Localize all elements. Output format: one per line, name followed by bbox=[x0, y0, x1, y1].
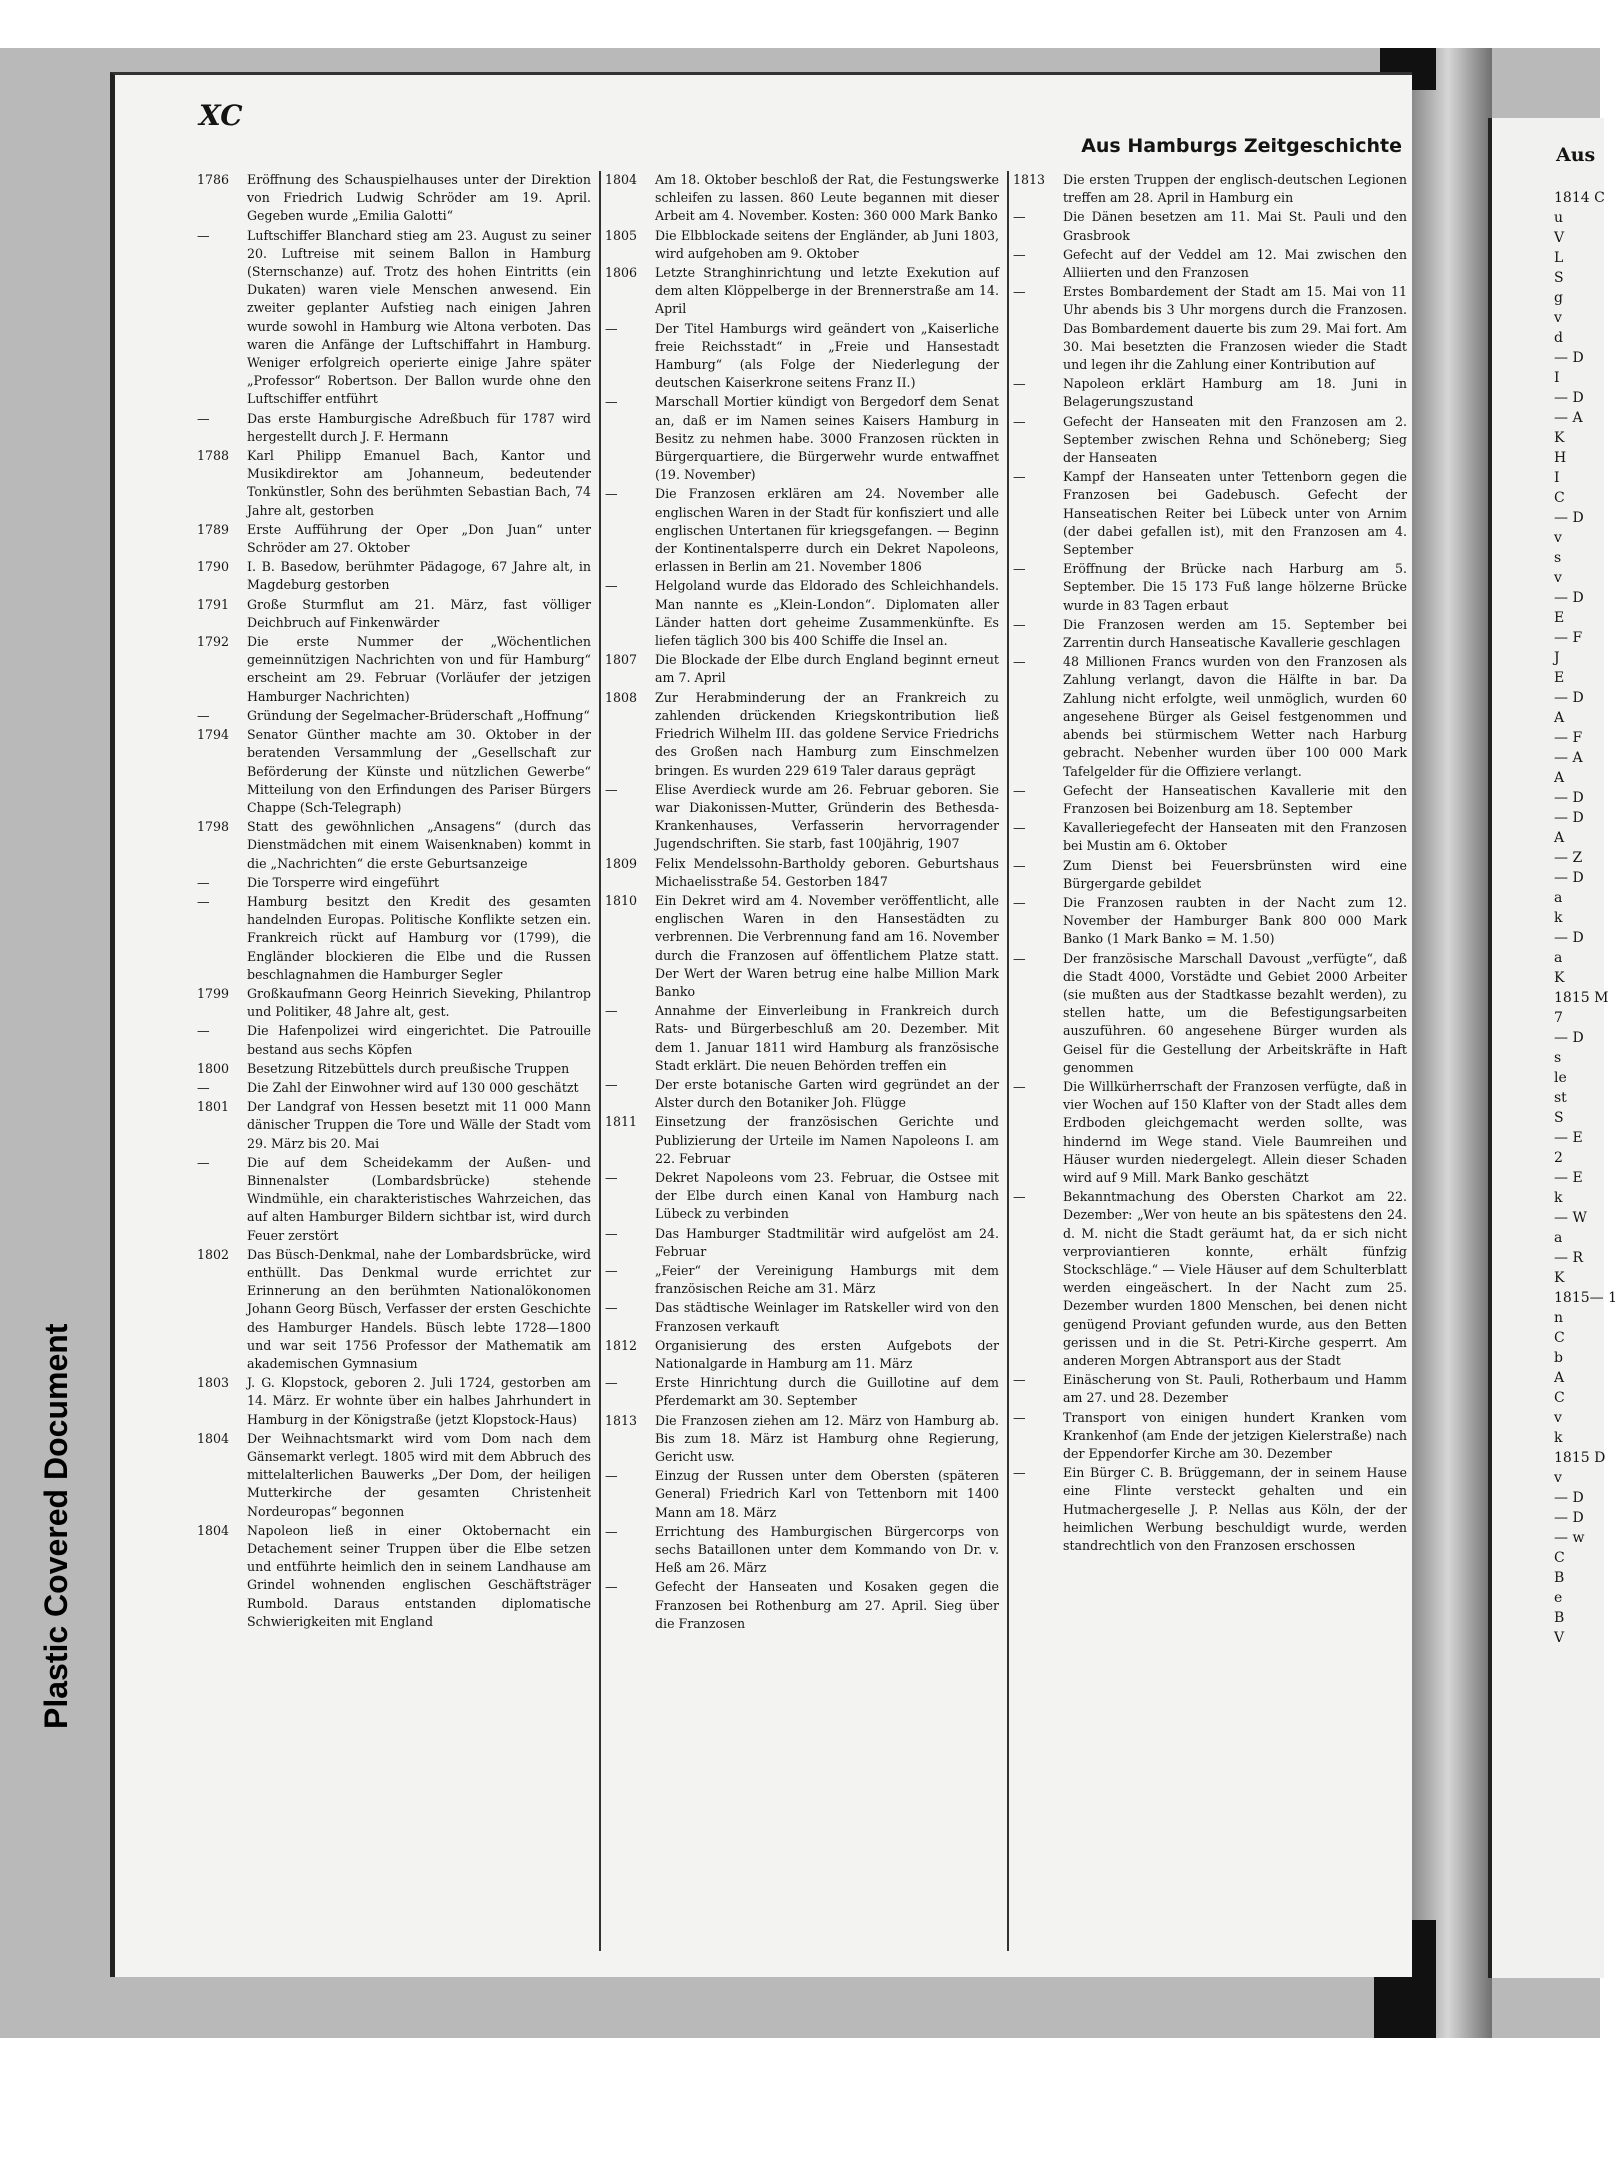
entry-text: Große Sturmflut am 21. März, fast völliger Deichbruch auf Finkenwärder bbox=[247, 596, 591, 630]
chronology-entry bbox=[601, 264, 1001, 319]
entry-year: 1804 bbox=[197, 1430, 230, 1446]
chronology-entry bbox=[1009, 819, 1409, 855]
chronology-entry bbox=[601, 892, 1001, 1001]
entry-text: Erstes Bombardement der Stadt am 15. Mai von 11 Uhr abends bis 3 Uhr morgens durch die Franzosen. Das Bombardement dauerte bis zum 29. Mai fort. Am 30. Mai besetzten die Franzosen wieder die Stadt und legen ihr die Zahlung einer Kontribution auf bbox=[1063, 284, 1407, 373]
next-page-line: A bbox=[1554, 1370, 1565, 1386]
chronology-entry bbox=[601, 1169, 1001, 1224]
entry-year: 1813 bbox=[1013, 172, 1046, 187]
chronology-entry bbox=[193, 985, 593, 1021]
entry-year: 1789 bbox=[197, 521, 230, 537]
chronology-entry bbox=[601, 577, 1001, 650]
next-page-fragment bbox=[1488, 118, 1617, 1978]
entry-year: — bbox=[1013, 284, 1026, 300]
chronology-entry bbox=[1009, 1409, 1409, 1464]
entry-text: Ein Bürger C. B. Brüggemann, der in seinem Hause eine Flinte versteckt gehalten und ein Hutmachergeselle J. P. Nellas aus Köln, der der heimlichen Werbung beschuldigt wurde, werden standrechtlich von den Franzosen erschossen bbox=[1063, 1465, 1407, 1554]
entry-year: — bbox=[1013, 1409, 1026, 1425]
chronology-entry bbox=[1009, 375, 1409, 411]
next-page-line: S bbox=[1554, 1110, 1564, 1126]
next-page-line: — D bbox=[1554, 390, 1584, 406]
entry-year: 1802 bbox=[197, 1246, 230, 1262]
next-page-line: I bbox=[1554, 370, 1560, 386]
chronology-entry bbox=[193, 227, 593, 409]
next-page-line: s bbox=[1554, 1050, 1562, 1066]
entry-text: I. B. Basedow, berühmter Pädagoge, 67 Jahre alt, in Magdeburg gestorben bbox=[247, 559, 591, 593]
next-page-line: — F bbox=[1554, 730, 1583, 746]
entry-year: — bbox=[1013, 1372, 1026, 1388]
next-page-line: — D bbox=[1554, 590, 1584, 606]
entry-text: Zum Dienst bei Feuersbrünsten wird eine Bürgergarde gebildet bbox=[1063, 857, 1407, 891]
entry-year: — bbox=[1013, 616, 1026, 632]
entry-text: Der erste botanische Garten wird gegründet an der Alster durch den Botaniker Joh. Flügge bbox=[655, 1076, 999, 1111]
chronology-entry bbox=[1009, 782, 1409, 818]
next-page-line: — D bbox=[1554, 1490, 1584, 1506]
entry-year: — bbox=[197, 874, 210, 890]
next-page-line: 1815— 1 bbox=[1554, 1290, 1617, 1306]
entry-text: Die erste Nummer der „Wöchentlichen gemeinnützigen Nachrichten von und für Hamburg“ erscheint am 29. Februar (Vorläufer der jetzigen Hamburger Nachrichten) bbox=[247, 634, 591, 704]
entry-year: — bbox=[197, 1154, 210, 1170]
next-page-line: I bbox=[1554, 470, 1560, 486]
entry-year: 1804 bbox=[197, 1522, 230, 1538]
chronology-entry bbox=[193, 818, 593, 873]
next-page-line: E bbox=[1554, 610, 1565, 626]
next-page-line: u bbox=[1554, 210, 1564, 226]
next-page-line: — D bbox=[1554, 510, 1584, 526]
chronology-entry bbox=[601, 1225, 1001, 1261]
next-page-line: V bbox=[1554, 230, 1565, 246]
entry-year: — bbox=[1013, 469, 1026, 485]
chronology-entry bbox=[601, 1002, 1001, 1075]
entry-year: 1803 bbox=[197, 1375, 230, 1391]
next-page-line: — D bbox=[1554, 870, 1584, 886]
chronology-entry bbox=[1009, 616, 1409, 652]
entry-year: 1798 bbox=[197, 819, 230, 835]
entry-text: Erste Hinrichtung durch die Guillotine auf dem Pferdemarkt am 30. September bbox=[655, 1375, 999, 1409]
entry-year: — bbox=[1013, 820, 1026, 836]
chronology-entry bbox=[193, 1060, 593, 1078]
next-page-line: A bbox=[1554, 770, 1565, 786]
entry-text: „Feier“ der Vereinigung Hamburgs mit dem französischen Reiche am 31. März bbox=[655, 1262, 999, 1297]
next-page-line: — D bbox=[1554, 690, 1584, 706]
entry-year: — bbox=[197, 707, 210, 723]
chronology-entry bbox=[1009, 1464, 1409, 1555]
entry-year: 1801 bbox=[197, 1099, 230, 1115]
next-page-line: K bbox=[1554, 1270, 1565, 1286]
next-page-line: B bbox=[1554, 1610, 1565, 1626]
entry-text: Die Torsperre wird eingeführt bbox=[247, 874, 440, 890]
chronology-entry bbox=[601, 1113, 1001, 1168]
entry-year: — bbox=[605, 1300, 618, 1316]
next-page-line: C bbox=[1554, 1390, 1565, 1406]
entry-year: — bbox=[1013, 857, 1026, 873]
next-page-line: E bbox=[1554, 670, 1565, 686]
running-title: Aus Hamburgs Zeitgeschichte bbox=[1081, 135, 1402, 157]
next-page-line: 1815 M bbox=[1554, 990, 1609, 1006]
entry-text: Der Weihnachtsmarkt wird vom Dom nach dem Gänsemarkt verlegt. 1805 wird mit dem Abbruch des mittelalterlichen Bauwerks „Der Dom, der heiligen Mutterkirche der gesamten Christenheit Nordeuropas“ begonnen bbox=[247, 1430, 591, 1519]
next-page-line: S bbox=[1554, 270, 1564, 286]
chronology-entry bbox=[1009, 1188, 1409, 1370]
next-page-line: K bbox=[1554, 430, 1565, 446]
entry-text: Hamburg besitzt den Kredit des gesamten handelnden Europas. Politische Konflikte setzen ein. Frankreich rückt auf Hamburg vor (1799), die Engländer blockieren die Elbe und die Russen beschlagnahmen die Hamburger Segler bbox=[247, 893, 591, 982]
next-page-line: A bbox=[1554, 710, 1565, 726]
chronology-entry bbox=[193, 447, 593, 520]
next-page-line: — D bbox=[1554, 790, 1584, 806]
chronology-entry bbox=[193, 726, 593, 817]
entry-text: Die Franzosen raubten in der Nacht zum 12. November der Hamburger Bank 800 000 Mark Banko (1 Mark Banko = M. 1.50) bbox=[1063, 894, 1407, 947]
entry-text: Die Zahl der Einwohner wird auf 130 000 geschätzt bbox=[247, 1079, 579, 1095]
entry-text: Großkaufmann Georg Heinrich Sieveking, Philantrop und Politiker, 48 Jahre alt, gest. bbox=[247, 985, 591, 1020]
entry-text: Einäscherung von St. Pauli, Rotherbaum und Hamm am 27. und 28. Dezember bbox=[1063, 1372, 1407, 1406]
next-page-line: — R bbox=[1554, 1250, 1583, 1266]
entry-year: — bbox=[1013, 1465, 1026, 1481]
next-page-line: v bbox=[1554, 1410, 1562, 1426]
entry-text: Der französische Marschall Davoust „verfügte“, daß die Stadt 4000, Vorstädte und Gebiet 2000 Arbeiter (sie mußten aus der Stadtkasse bezahlt werden), zu stellen hatte, um die Befestigungsarbeiten auszuführen. 60 angesehene Bürger wurden als Geisel für die Gestellung der Arbeitskräfte in Haft genommen bbox=[1063, 950, 1407, 1075]
next-page-line: — W bbox=[1554, 1210, 1587, 1226]
entry-text: Eröffnung des Schauspielhauses unter der Direktion von Friedrich Ludwig Schröder am 19. April. Gegeben wurde „Emilia Galotti“ bbox=[247, 172, 591, 224]
chronology-entry bbox=[193, 558, 593, 594]
next-page-line: A bbox=[1554, 830, 1565, 846]
entry-text: Kampf der Hanseaten unter Tettenborn gegen die Franzosen bei Gadebusch. Gefecht der Hanseatischen Reiter bei Lübeck unter von Arnim (der dabei gefallen ist), mit den Franzosen am 4. September bbox=[1063, 469, 1407, 558]
next-page-header: Aus bbox=[1556, 144, 1596, 166]
next-page-line: v bbox=[1554, 310, 1562, 326]
entry-text: Transport von einigen hundert Kranken vom Krankenhof (am Ende der jetzigen Kielerstraße) nach der Eppendorfer Kirche am 30. Dezember bbox=[1063, 1409, 1407, 1462]
chronology-entry bbox=[1009, 950, 1409, 1077]
next-page-line: K bbox=[1554, 970, 1565, 986]
chronology-entry bbox=[193, 707, 593, 725]
book-page bbox=[110, 72, 1412, 1977]
chronology-entry bbox=[1009, 246, 1409, 282]
chronology-entry bbox=[193, 410, 593, 446]
entry-text: Kavalleriegefecht der Hanseaten mit den Franzosen bei Mustin am 6. Oktober bbox=[1063, 820, 1407, 854]
entry-year: — bbox=[197, 410, 210, 426]
chronology-entry bbox=[601, 320, 1001, 393]
entry-text: Das städtische Weinlager im Ratskeller wird von den Franzosen verkauft bbox=[655, 1300, 999, 1334]
entry-text: Die Franzosen werden am 15. September bei Zarrentin durch Hanseatische Kavallerie geschlagen bbox=[1063, 616, 1407, 651]
next-page-line: — D bbox=[1554, 930, 1584, 946]
entry-year: — bbox=[605, 1579, 618, 1595]
entry-text: Helgoland wurde das Eldorado des Schleichhandels. Man nannte es „Klein-London“. Diplomaten aller Länder hatten dort geheime Zusammenkünfte. Es liefen täglich 300 bis 400 Schiffe die Insel an. bbox=[655, 578, 999, 649]
chronology-entry bbox=[193, 633, 593, 706]
chronology-entry bbox=[1009, 413, 1409, 468]
next-page-line: — E bbox=[1554, 1170, 1583, 1186]
entry-text: Die Franzosen ziehen am 12. März von Hamburg ab. Bis zum 18. März ist Hamburg ohne Regierung, Gericht usw. bbox=[655, 1412, 999, 1465]
chronology-entry bbox=[1009, 283, 1409, 374]
chronology-entry bbox=[193, 874, 593, 892]
entry-year: — bbox=[1013, 209, 1026, 225]
chronology-entry bbox=[601, 1299, 1001, 1335]
chronology-entry bbox=[193, 1022, 593, 1058]
next-page-line: k bbox=[1554, 1430, 1563, 1446]
entry-text: 48 Millionen Francs wurden von den Franzosen als Zahlung verlangt, davon die Hälfte in bar. Da Zahlung nicht erfolgte, weil unmöglich, wurden 60 angesehene Bürger als Geisel festgenommen und abends bei stürmischem Wetter nach Harburg gebracht. Nebenher wurden über 100 000 Mark Tafelgelder für die Offiziere verlangt. bbox=[1063, 654, 1407, 779]
entry-year: — bbox=[605, 578, 618, 594]
entry-text: Elise Averdieck wurde am 26. Februar geboren. Sie war Diakonissen-Mutter, Gründerin des Bethesda-Krankenhauses, Verfasserin hervorragender Jugendschriften. Sie starb, fast 100jährig, 1907 bbox=[655, 781, 999, 852]
next-page-line: v bbox=[1554, 530, 1562, 546]
chronology-entry bbox=[193, 893, 593, 984]
chronology-entry bbox=[193, 521, 593, 557]
entry-year: — bbox=[197, 893, 210, 909]
entry-text: Bekanntmachung des Obersten Charkot am 22. Dezember: „Wer von heute an bis spätestens den 24. d. M. nicht die Stadt geräumt hat, da er sich nicht verproviantieren konnte, erhält fünfzig Stockschläge.“ — Viele Häuser auf dem Schulterblatt werden eingeäschert. In der Nacht zum 25. Dezember wurden 1800 Menschen, bei denen nicht genügend Proviant gefunden wurde, aus den Betten gerissen und in die St. Petri-Kirche gesperrt. Am anderen Morgen Abtransport aus der Stadt bbox=[1063, 1189, 1407, 1368]
next-page-line: H bbox=[1554, 450, 1567, 466]
chronology-entry bbox=[1009, 894, 1409, 949]
next-page-line: V bbox=[1554, 1630, 1565, 1646]
entry-year: 1788 bbox=[197, 448, 230, 464]
next-page-line: — F bbox=[1554, 630, 1583, 646]
chronology-entry bbox=[1009, 171, 1409, 207]
entry-year: 1805 bbox=[605, 227, 638, 243]
entry-year: — bbox=[1013, 413, 1026, 429]
next-page-line: C bbox=[1554, 490, 1565, 506]
entry-text: Die auf dem Scheidekamm der Außen- und Binnenalster (Lombardsbrücke) stehende Windmühle, ein charakteristisches Wahrzeichen, das auf alten Hamburger Bildern sichtbar ist, wird durch Feuer zerstört bbox=[247, 1154, 591, 1243]
entry-text: Der Titel Hamburgs wird geändert von „Kaiserliche freie Reichsstadt“ in „Freie und Hansestadt Hamburg“ (als Folge der Niederlegung der deutschen Kaiserkrone seitens Franz II.) bbox=[655, 320, 999, 391]
entry-year: — bbox=[197, 1023, 210, 1039]
entry-text: Die Franzosen erklären am 24. November alle englischen Waren in der Stadt für konfisziert und alle englischen Untertanen für kriegsgefangen. — Beginn der Kontinentalsperre durch ein Dekret Napoleons, erlassen in Berlin am 21. November 1806 bbox=[655, 486, 999, 575]
column-right bbox=[1007, 171, 1409, 1951]
entry-year: 1810 bbox=[605, 892, 638, 908]
entry-year: — bbox=[605, 1262, 618, 1278]
entry-year: 1800 bbox=[197, 1060, 230, 1076]
entry-text: Karl Philipp Emanuel Bach, Kantor und Musikdirektor am Johanneum, bedeutender Tonkünstler, Sohn des berühmten Sebastian Bach, 74 Jahre alt, gestorben bbox=[247, 448, 591, 518]
entry-year: 1804 bbox=[605, 172, 638, 187]
entry-text: Einzug der Russen unter dem Obersten (späteren General) Friedrich Karl von Tettenborn mit 1400 Mann am 18. März bbox=[655, 1468, 999, 1520]
entry-year: 1790 bbox=[197, 559, 230, 575]
entry-text: Erste Aufführung der Oper „Don Juan“ unter Schröder am 27. Oktober bbox=[247, 521, 591, 556]
next-page-line: B bbox=[1554, 1570, 1565, 1586]
entry-year: — bbox=[605, 1468, 618, 1484]
next-page-line: 7 bbox=[1554, 1010, 1563, 1026]
entry-text: Die Willkürherrschaft der Franzosen verfügte, daß in vier Wochen auf 150 Klafter von der Stadt alles dem Erdboden gleichgemacht werden sollte, was hindernd im Wege stand. Viele Baumreihen und Häuser wurden niedergelegt. Allein dieser Schaden wird auf 9 Mill. Mark Banko geschätzt bbox=[1063, 1078, 1407, 1185]
entry-text: Letzte Stranghinrichtung und letzte Exekution auf dem alten Klöppelberge in der Brennerstraße am 14. April bbox=[655, 265, 999, 317]
next-page-line: L bbox=[1554, 250, 1564, 266]
chronology-entry bbox=[193, 1098, 593, 1153]
chronology-entry bbox=[1009, 857, 1409, 893]
chronology-entry bbox=[601, 1374, 1001, 1410]
entry-year: — bbox=[1013, 950, 1026, 966]
entry-text: Einsetzung der französischen Gerichte und Publizierung der Urteile im Namen Napoleons I. am 22. Februar bbox=[655, 1114, 999, 1166]
next-page-line: e bbox=[1554, 1590, 1563, 1606]
chronology-entry bbox=[601, 781, 1001, 854]
entry-year: — bbox=[197, 1079, 210, 1095]
next-page-line: C bbox=[1554, 1550, 1565, 1566]
chronology-entry bbox=[601, 855, 1001, 891]
next-page-line: le bbox=[1554, 1070, 1567, 1086]
book-gutter bbox=[1412, 48, 1492, 2038]
next-page-line: 1815 D bbox=[1554, 1450, 1606, 1466]
column-left bbox=[193, 171, 593, 1632]
next-page-line: C bbox=[1554, 1330, 1565, 1346]
entry-year: — bbox=[197, 227, 210, 243]
entry-year: — bbox=[605, 1523, 618, 1539]
next-page-line: v bbox=[1554, 570, 1562, 586]
entry-text: Das erste Hamburgische Adreßbuch für 1787 wird hergestellt durch J. F. Hermann bbox=[247, 410, 591, 444]
next-page-line: — D bbox=[1554, 1510, 1584, 1526]
page-number: XC bbox=[199, 99, 243, 132]
entry-year: — bbox=[1013, 246, 1026, 262]
chronology-entry bbox=[601, 651, 1001, 687]
entry-text: Gründung der Segelmacher-Brüderschaft „Hoffnung“ bbox=[247, 707, 590, 723]
entry-year: 1792 bbox=[197, 634, 230, 650]
entry-year: 1811 bbox=[605, 1114, 638, 1130]
chronology-entry bbox=[601, 1578, 1001, 1633]
chronology-entry bbox=[601, 171, 1001, 226]
next-page-line: a bbox=[1554, 890, 1563, 906]
next-page-line: — A bbox=[1554, 750, 1583, 766]
entry-text: Eröffnung der Brücke nach Harburg am 5. September. Die 15 173 Fuß lange hölzerne Brücke wurde in 83 Tagen erbaut bbox=[1063, 561, 1407, 613]
entry-text: J. G. Klopstock, geboren 2. Juli 1724, gestorben am 14. März. Er wohnte über ein halbes Jahrhundert in Hamburg in der Königstraße (jetzt Klopstock-Haus) bbox=[247, 1375, 591, 1427]
entry-text: Das Büsch-Denkmal, nahe der Lombardsbrücke, wird enthüllt. Das Denkmal wurde errichtet zur Erinnerung an den berühmten Nationalökonomen Johann Georg Büsch, Verfasser der ersten Geschichte des Hamburger Handels. Büsch lebte 1728—1800 und war seit 1756 Professor der Mathematik am akademischen Gymnasium bbox=[247, 1246, 591, 1371]
next-page-lines bbox=[1554, 188, 1617, 1648]
entry-year: 1808 bbox=[605, 689, 638, 705]
chronology-entry bbox=[1009, 560, 1409, 615]
next-page-line: — D bbox=[1554, 350, 1584, 366]
entry-text: Zur Herabminderung der an Frankreich zu zahlenden drückenden Kriegskontribution ließ Friedrich Wilhelm III. das goldene Service Friedrichs des Großen nach Hamburg zum Einschmelzen bringen. Es wurden 229 619 Taler daraus geprägt bbox=[655, 689, 999, 778]
chronology-entry bbox=[601, 1262, 1001, 1298]
next-page-line: 1814 C bbox=[1554, 190, 1605, 206]
chronology-entry bbox=[1009, 208, 1409, 244]
chronology-entry bbox=[601, 1337, 1001, 1373]
next-page-line: — A bbox=[1554, 410, 1583, 426]
chronology-entry bbox=[601, 485, 1001, 576]
chronology-entry bbox=[1009, 653, 1409, 780]
entry-year: — bbox=[605, 1225, 618, 1241]
entry-text: Annahme der Einverleibung in Frankreich durch Rats- und Bürgerbeschluß am 20. Dezember. Mit dem 1. Januar 1811 wird Hamburg als französische Stadt erklärt. Die neuen Behörden treffen ein bbox=[655, 1003, 999, 1073]
next-page-line: k bbox=[1554, 1190, 1563, 1206]
entry-text: Besetzung Ritzebüttels durch preußische Truppen bbox=[247, 1060, 570, 1076]
chronology-entry bbox=[601, 227, 1001, 263]
entry-year: 1807 bbox=[605, 652, 638, 668]
entry-text: Errichtung des Hamburgischen Bürgercorps von sechs Bataillonen unter dem Kommando von Dr. v. Heß am 26. März bbox=[655, 1523, 999, 1576]
chronology-entry bbox=[601, 393, 1001, 484]
entry-text: Marschall Mortier kündigt von Bergedorf dem Senat an, daß er im Namen seines Kaisers Hamburg in Besitz zu nehmen habe. 3000 Franzosen rückten in Bürgerquartiere, die Bürgerwehr wurde entwaffnet (19. November) bbox=[655, 394, 999, 483]
entry-year: — bbox=[1013, 376, 1026, 392]
entry-year: — bbox=[1013, 782, 1026, 798]
entry-text: Dekret Napoleons vom 23. Februar, die Ostsee mit der Elbe durch einen Kanal von Hamburg nach Lübeck zu verbinden bbox=[655, 1169, 999, 1222]
entry-year: — bbox=[1013, 1078, 1026, 1094]
entry-text: Ein Dekret wird am 4. November veröffentlicht, alle englischen Waren in den Hansestädten zu verbrennen. Die Verbrennung fand am 16. November durch die Franzosen auf öffentlichem Platze statt. Der Wert der Waren betrug eine halbe Million Mark Banko bbox=[655, 892, 999, 999]
entry-year: 1794 bbox=[197, 727, 230, 743]
entry-text: Die Hafenpolizei wird eingerichtet. Die Patrouille bestand aus sechs Köpfen bbox=[247, 1023, 591, 1057]
entry-year: 1791 bbox=[197, 596, 230, 612]
next-page-line: 2 bbox=[1554, 1150, 1563, 1166]
entry-year: 1806 bbox=[605, 265, 638, 281]
chronology-entry bbox=[193, 596, 593, 632]
column-middle bbox=[599, 171, 1001, 1951]
next-page-line: — D bbox=[1554, 1030, 1584, 1046]
next-page-line: J bbox=[1554, 650, 1560, 666]
next-page-line: k bbox=[1554, 910, 1563, 926]
chronology-entry bbox=[193, 1430, 593, 1521]
entry-text: Gefecht der Hanseaten mit den Franzosen am 2. September zwischen Rehna und Schöneberg; Sieg der Hanseaten bbox=[1063, 413, 1407, 466]
entry-year: — bbox=[1013, 1189, 1026, 1205]
chronology-entry bbox=[193, 1374, 593, 1429]
chronology-entry bbox=[193, 1522, 593, 1631]
entry-text: Die Blockade der Elbe durch England beginnt erneut am 7. April bbox=[655, 652, 999, 686]
entry-year: 1799 bbox=[197, 985, 230, 1001]
chronology-entry bbox=[601, 1076, 1001, 1112]
entry-year: 1812 bbox=[605, 1337, 638, 1353]
next-page-line: v bbox=[1554, 1470, 1562, 1486]
chronology-entry bbox=[1009, 468, 1409, 559]
entry-text: Napoleon ließ in einer Oktobernacht ein Detachement seiner Truppen über die Elbe setzen und entführte heimlich den in seinem Landhause am Grindel wohnenden englischen Geschäftsträger Rumbold. Daraus entstanden diplomatische Schwierigkeiten mit England bbox=[247, 1522, 591, 1629]
entry-text: Napoleon erklärt Hamburg am 18. Juni in Belagerungszustand bbox=[1063, 376, 1407, 410]
entry-text: Gefecht auf der Veddel am 12. Mai zwischen den Alliierten und den Franzosen bbox=[1063, 246, 1407, 281]
entry-year: — bbox=[1013, 561, 1026, 577]
entry-year: 1809 bbox=[605, 855, 638, 871]
entry-year: — bbox=[1013, 654, 1026, 670]
entry-text: Die ersten Truppen der englisch-deutschen Legionen treffen am 28. April in Hamburg ein bbox=[1063, 172, 1407, 206]
entry-year: — bbox=[605, 1076, 618, 1092]
entry-text: Organisierung des ersten Aufgebots der Nationalgarde in Hamburg am 11. März bbox=[655, 1337, 999, 1371]
next-page-line: — D bbox=[1554, 810, 1584, 826]
next-page-line: — E bbox=[1554, 1130, 1583, 1146]
entry-year: — bbox=[605, 781, 618, 797]
next-page-line: a bbox=[1554, 1230, 1563, 1246]
next-page-line: — Z bbox=[1554, 850, 1583, 866]
entry-text: Gefecht der Hanseaten und Kosaken gegen die Franzosen bei Rothenburg am 27. April. Sieg über die Franzosen bbox=[655, 1579, 999, 1631]
chronology-entry bbox=[601, 1467, 1001, 1522]
next-page-line: — w bbox=[1554, 1530, 1585, 1546]
entry-year: — bbox=[605, 486, 618, 502]
entry-text: Gefecht der Hanseatischen Kavallerie mit den Franzosen bei Boizenburg am 18. September bbox=[1063, 782, 1407, 816]
entry-text: Der Landgraf von Hessen besetzt mit 11 000 Mann dänischer Truppen die Tore und Wälle der Stadt vom 29. März bis 20. Mai bbox=[247, 1099, 591, 1151]
entry-text: Am 18. Oktober beschloß der Rat, die Festungswerke schleifen zu lassen. 860 Leute begannen mit dieser Arbeit am 4. November. Kosten: 360 000 Mark Banko bbox=[655, 172, 999, 224]
entry-year: — bbox=[605, 1003, 618, 1019]
chronology-entry bbox=[193, 171, 593, 226]
next-page-line: s bbox=[1554, 550, 1562, 566]
chronology-entry bbox=[1009, 1371, 1409, 1407]
next-page-line: a bbox=[1554, 950, 1563, 966]
chronology-entry bbox=[601, 1412, 1001, 1467]
next-page-line: d bbox=[1554, 330, 1563, 346]
entry-year: 1786 bbox=[197, 172, 230, 187]
entry-text: Das Hamburger Stadtmilitär wird aufgelöst am 24. Februar bbox=[655, 1225, 999, 1259]
entry-year: 1813 bbox=[605, 1412, 638, 1428]
chronology-entry bbox=[1009, 1078, 1409, 1187]
entry-year: — bbox=[605, 1169, 618, 1185]
entry-text: Senator Günther machte am 30. Oktober in der beratenden Versammlung der „Gesellschaft zur Beförderung der Künste und nützlichen Gewerbe“ Mitteilung von den Erfindungen des Pariser Bürgers Chappe (Sch-Telegraph) bbox=[247, 727, 591, 815]
next-page-line: st bbox=[1554, 1090, 1567, 1106]
entry-text: Die Elbblockade seitens der Engländer, ab Juni 1803, wird aufgehoben am 9. Oktober bbox=[655, 227, 999, 261]
entry-text: Felix Mendelssohn-Bartholdy geboren. Geburtshaus Michaelisstraße 54. Gestorben 1847 bbox=[655, 855, 999, 889]
chronology-entry bbox=[601, 689, 1001, 780]
next-page-line: b bbox=[1554, 1350, 1563, 1366]
entry-year: — bbox=[605, 320, 618, 336]
chronology-entry bbox=[193, 1246, 593, 1373]
entry-year: — bbox=[605, 394, 618, 410]
entry-text: Statt des gewöhnlichen „Ansagens“ (durch das Dienstmädchen mit einem Waisenknaben) kommt in die „Nachrichten“ die erste Geburtsanzeige bbox=[247, 819, 591, 871]
next-page-line: n bbox=[1554, 1310, 1564, 1326]
side-label: Plastic Covered Document bbox=[38, 1323, 74, 1729]
next-page-line: g bbox=[1554, 290, 1563, 306]
chronology-entry bbox=[193, 1154, 593, 1245]
entry-year: — bbox=[605, 1375, 618, 1391]
entry-text: Luftschiffer Blanchard stieg am 23. August zu seiner 20. Luftreise mit seinem Ballon in Hamburg (Sternschanze) auf. Trotz des hohen Eintritts (ein Dukaten) waren viele Menschen anwesend. Ein zweiter geplanter Aufstieg nach einigen Jahren wurde sowohl in Hamburg wie Altona verboten. Das waren die Anfänge der Luftschiffahrt in Hamburg. Weniger erfolgreich operierte einige Jahre später „Professor“ Robertson. Der Ballon wurde ohne den Luftschiffer entführt bbox=[247, 227, 591, 407]
chronology-entry bbox=[601, 1523, 1001, 1578]
entry-text: Die Dänen besetzen am 11. Mai St. Pauli und den Grasbrook bbox=[1063, 209, 1407, 243]
chronology-entry bbox=[193, 1079, 593, 1097]
entry-year: — bbox=[1013, 894, 1026, 910]
